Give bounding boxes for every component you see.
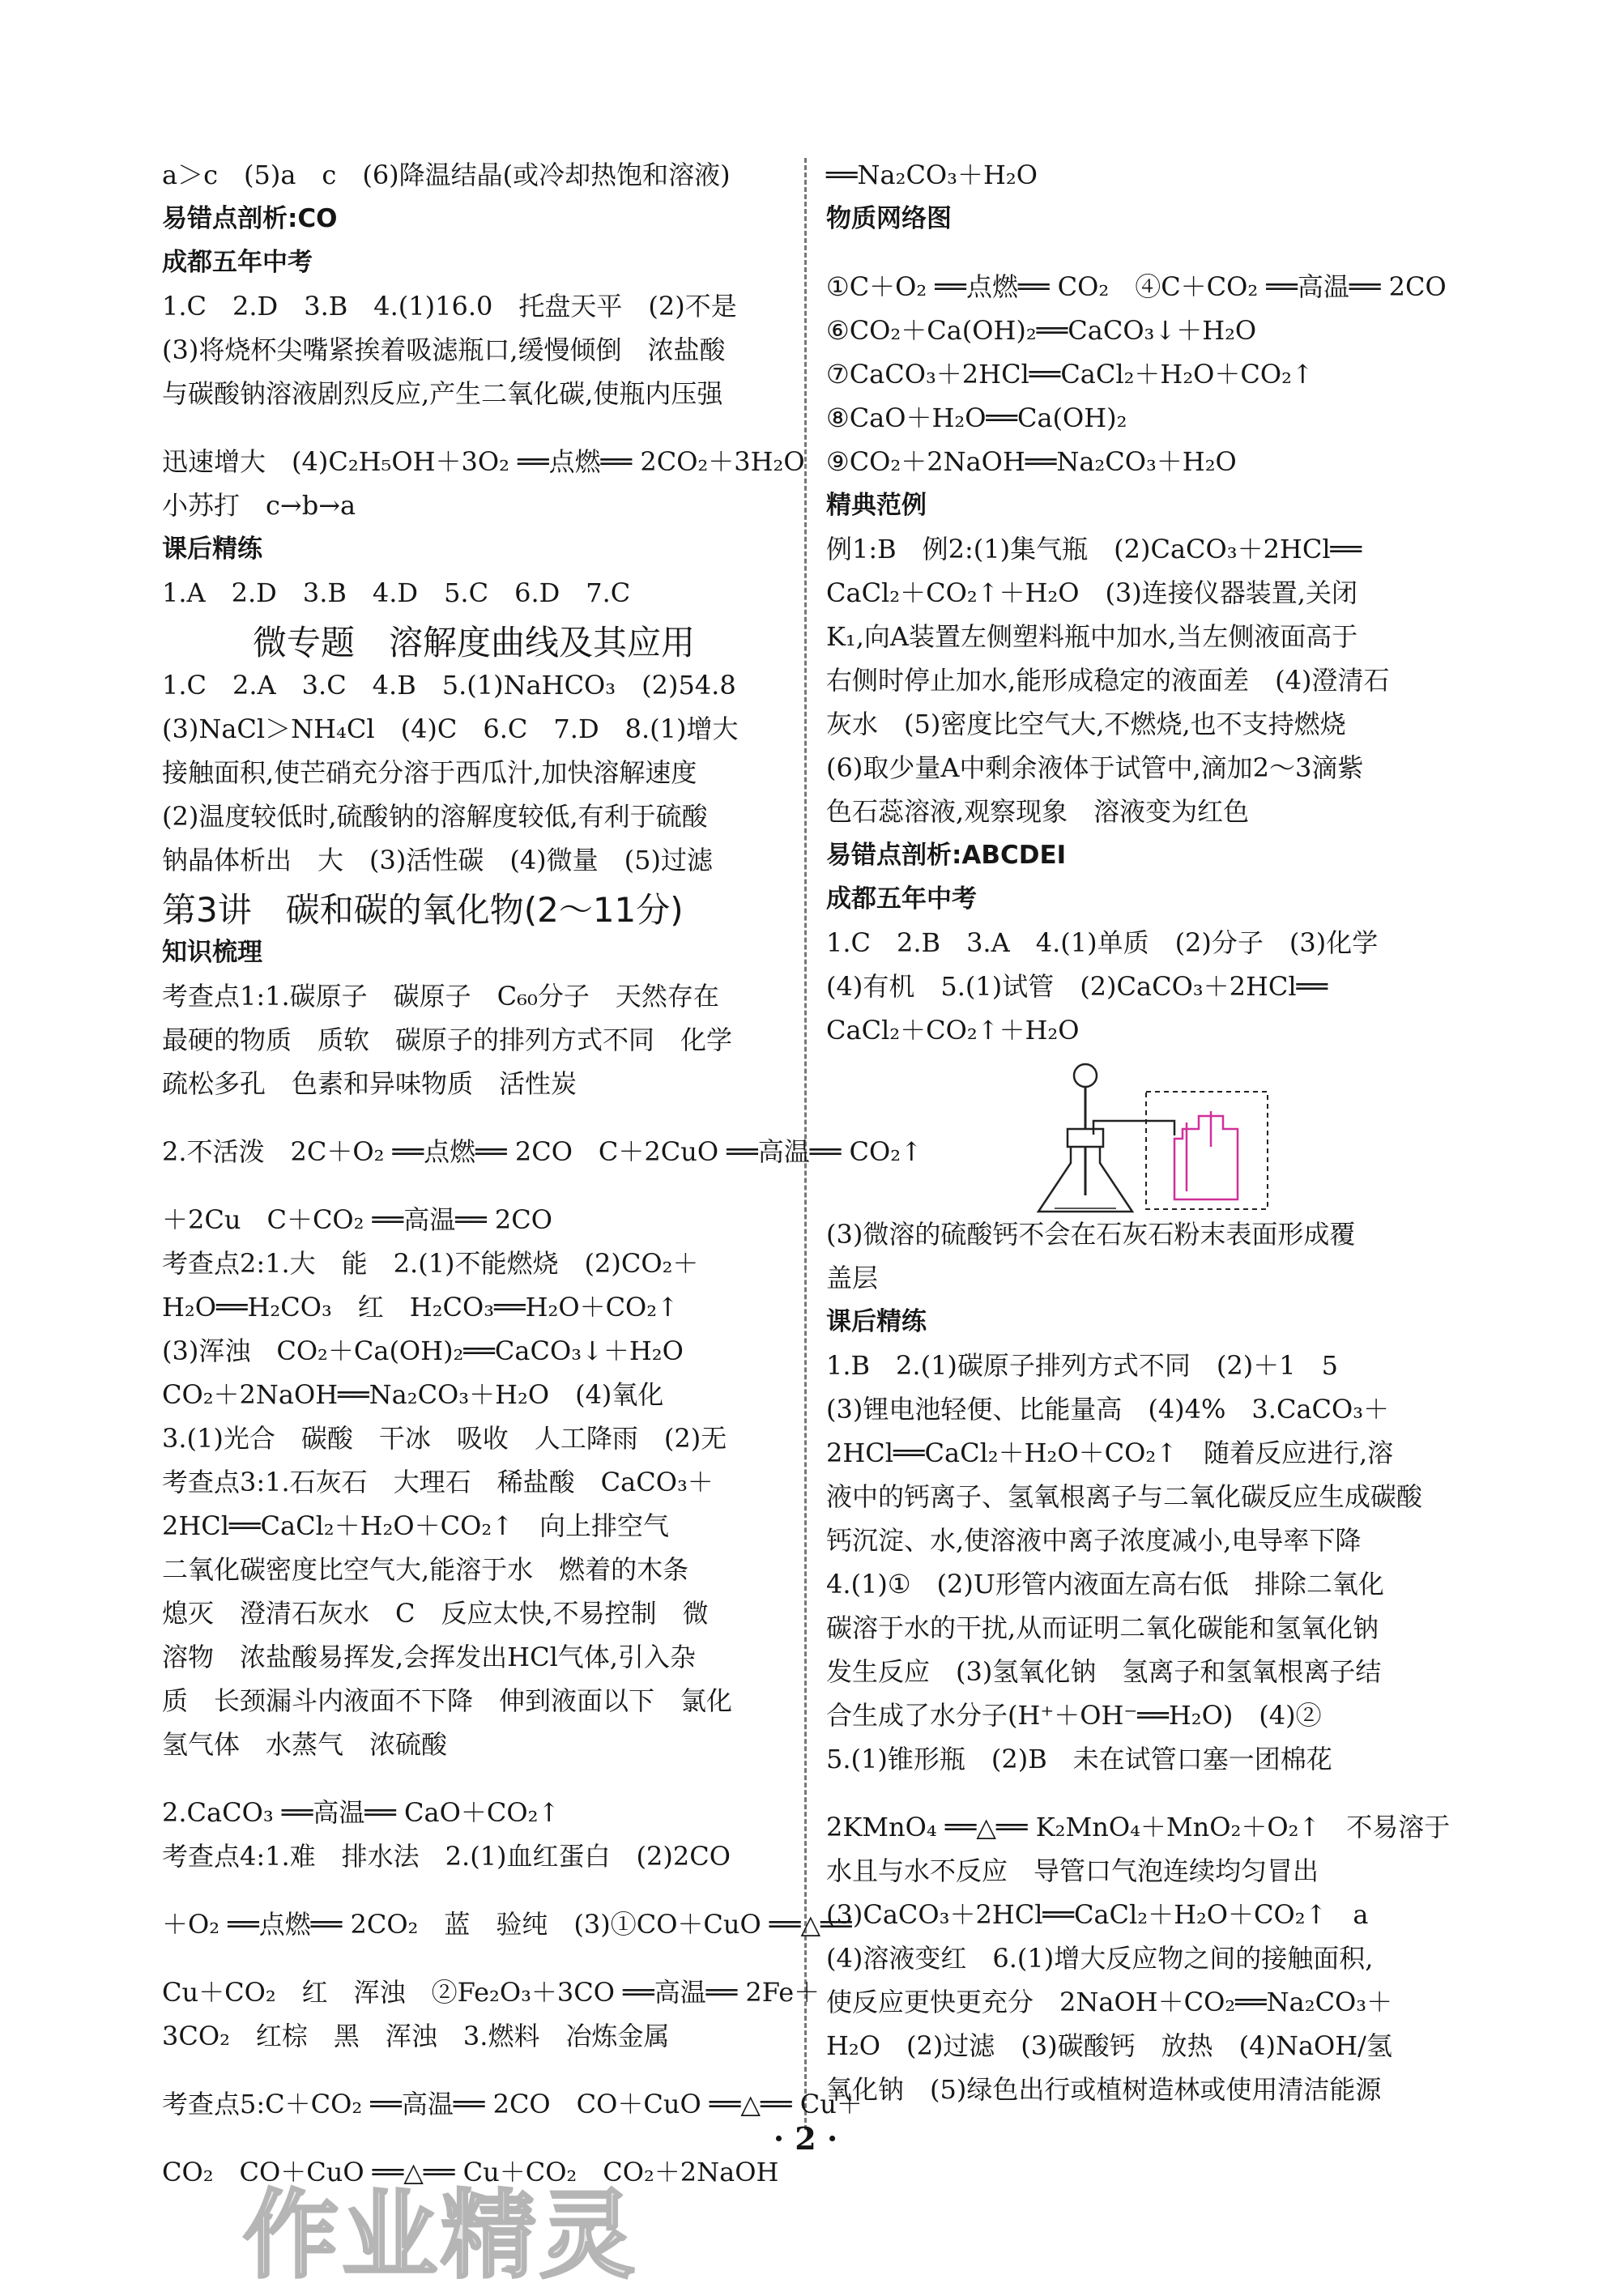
left-column-line: 1.C 2.D 3.B 4.(1)16.0 托盘天平 (2)不是: [162, 291, 737, 322]
apparatus-figure: [826, 1058, 1458, 1218]
left-column-line: 考查点4:1.难 排水法 2.(1)血红蛋白 (2)2CO: [162, 1841, 731, 1872]
right-column: [826, 159, 1458, 2117]
right-column-bottom-line: 课后精练: [826, 1307, 927, 1336]
left-column-line: 2.不活泼 2C＋O₂ ══点燃══ 2CO C＋2CuO ══高温══ CO₂↑: [162, 1136, 923, 1167]
right-column-top-line: ⑥CO₂＋Ca(OH)₂══CaCO₃↓＋H₂O: [826, 315, 1257, 346]
right-column-top-line: 成都五年中考: [826, 884, 977, 914]
apparatus-diagram: [826, 1058, 1458, 1218]
right-column-top-line: K₁,向A装置左侧塑料瓶中加水,当左侧液面高于: [826, 621, 1358, 652]
left-column-line: 接触面积,使芒硝充分溶于西瓜汁,加快溶解速度: [162, 757, 697, 788]
right-column-top-line: 例1:B 例2:(1)集气瓶 (2)CaCO₃＋2HCl══: [826, 534, 1362, 564]
left-column-line: (3)NaCl＞NH₄Cl (4)C 6.C 7.D 8.(1)增大: [162, 714, 739, 744]
right-column-top-line: 色石蕊溶液,观察现象 溶液变为红色: [826, 796, 1250, 827]
right-column-top-line: ①C＋O₂ ══点燃══ CO₂ ④C＋CO₂ ══高温══ 2CO: [826, 271, 1447, 302]
right-column-bottom: [826, 1218, 1458, 2117]
left-column-line: 熄灭 澄清石灰水 C 反应太快,不易控制 微: [162, 1598, 709, 1629]
right-column-bottom-line: 2HCl══CaCl₂＋H₂O＋CO₂↑ 随着反应进行,溶: [826, 1438, 1394, 1468]
right-column-bottom-line: 盖层: [826, 1263, 879, 1293]
right-column-top-line: 1.C 2.B 3.A 4.(1)单质 (2)分子 (3)化学: [826, 927, 1379, 958]
right-column-top-line: 精典范例: [826, 491, 927, 520]
right-column-bottom-line: (3)CaCO₃＋2HCl══CaCl₂＋H₂O＋CO₂↑ a: [826, 1899, 1369, 1930]
right-column-bottom-line: 碳溶于水的干扰,从而证明二氧化碳能和氢氧化钠: [826, 1612, 1379, 1643]
right-column-top-line: (6)取少量A中剩余液体于试管中,滴加2～3滴紫: [826, 752, 1364, 783]
right-column-bottom-line: 合生成了水分子(H⁺＋OH⁻══H₂O) (4)②: [826, 1700, 1322, 1731]
right-column-bottom-line: 发生反应 (3)氢氧化钠 氢离子和氢氧根离子结: [826, 1656, 1382, 1687]
left-column-line: a＞c (5)a c (6)降温结晶(或冷却热饱和溶液): [162, 160, 731, 190]
right-column-top-line: CaCl₂＋CO₂↑＋H₂O (3)连接仪器装置,关闭: [826, 577, 1357, 608]
left-column-line: 成都五年中考: [162, 248, 313, 277]
right-column-bottom-line: 钙沉淀、水,使溶液中离子浓度减小,电导率下降: [826, 1525, 1362, 1556]
right-column-bottom-line: 4.(1)① (2)U形管内液面左高右低 排除二氧化: [826, 1569, 1384, 1600]
left-column-line: 课后精练: [162, 535, 262, 564]
right-column-top-line: ⑨CO₂＋2NaOH══Na₂CO₃＋H₂O: [826, 446, 1237, 477]
left-column-line: 2HCl══CaCl₂＋H₂O＋CO₂↑ 向上排空气: [162, 1510, 669, 1541]
left-column-line: CO₂＋2NaOH══Na₂CO₃＋H₂O (4)氧化: [162, 1379, 664, 1410]
left-column-line: 3.(1)光合 碳酸 干冰 吸收 人工降雨 (2)无: [162, 1423, 727, 1454]
right-column-bottom-line: (3)微溶的硫酸钙不会在石灰石粉末表面形成覆: [826, 1219, 1356, 1250]
watermark: 作业精灵: [243, 2179, 639, 2291]
right-column-bottom-line: 使反应更快更充分 2NaOH＋CO₂══Na₂CO₃＋: [826, 1987, 1393, 2017]
left-column-line: 溶物 浓盐酸易挥发,会挥发出HCl气体,引入杂: [162, 1642, 696, 1672]
right-column-bottom-line: 氧化钠 (5)绿色出行或植树造林或使用清洁能源: [826, 2074, 1382, 2105]
right-column-top-line: ⑧CaO＋H₂O══Ca(OH)₂: [826, 403, 1127, 433]
right-column-bottom-line: 1.B 2.(1)碳原子排列方式不同 (2)＋1 5: [826, 1350, 1338, 1381]
right-column-top: [826, 159, 1458, 1058]
right-column-top-line: 灰水 (5)密度比空气大,不燃烧,也不支持燃烧: [826, 709, 1346, 739]
left-column-line: 易错点剖析:CO: [162, 204, 338, 233]
dashed-box-shape: [1146, 1092, 1268, 1209]
delivery-tube-shape: [1093, 1121, 1174, 1135]
left-column-line: 2.CaCO₃ ══高温══ CaO＋CO₂↑: [162, 1797, 560, 1828]
left-column-line: (3)浑浊 CO₂＋Ca(OH)₂══CaCO₃↓＋H₂O: [162, 1335, 684, 1366]
left-column-line: CO₂ CO＋CuO ══△══ Cu＋CO₂ CO₂＋2NaOH: [162, 2157, 779, 2187]
left-column-line: 最硬的物质 质软 碳原子的排列方式不同 化学: [162, 1024, 733, 1055]
left-column-line: 与碳酸钠溶液剧烈反应,产生二氧化碳,使瓶内压强: [162, 378, 723, 409]
left-column-line: ＋2Cu C＋CO₂ ══高温══ 2CO: [162, 1204, 552, 1235]
right-column-bottom-line: (4)溶液变红 6.(1)增大反应物之间的接触面积,: [826, 1943, 1374, 1974]
left-column-line: Cu＋CO₂ 红 浑浊 ②Fe₂O₃＋3CO ══高温══ 2Fe＋: [162, 1977, 820, 2008]
right-column-bottom-line: 2KMnO₄ ══△══ K₂MnO₄＋MnO₂＋O₂↑ 不易溶于: [826, 1812, 1451, 1842]
left-column-line: 钠晶体析出 大 (3)活性碳 (4)微量 (5)过滤: [162, 845, 713, 875]
right-column-bottom-line: 液中的钙离子、氢氧根离子与二氧化碳反应生成碳酸: [826, 1481, 1423, 1512]
right-column-bottom-line: 5.(1)锥形瓶 (2)B 未在试管口塞一团棉花: [826, 1744, 1332, 1774]
funnel-bulb-shape: [1074, 1064, 1097, 1087]
left-column-line: 第3讲 碳和碳的氧化物(2～11分): [162, 890, 684, 930]
left-column-line: (3)将烧杯尖嘴紧挨着吸滤瓶口,缓慢倾倒 浓盐酸: [162, 334, 726, 365]
right-column-top-line: (4)有机 5.(1)试管 (2)CaCO₃＋2HCl══: [826, 971, 1328, 1002]
left-column-line: 质 长颈漏斗内液面不下降 伸到液面以下 氯化: [162, 1685, 733, 1716]
right-column-top-line: 右侧时停止加水,能形成稳定的液面差 (4)澄清石: [826, 665, 1390, 696]
left-column-line: 知识梳理: [162, 938, 262, 967]
page-number: · 2 ·: [773, 2120, 838, 2157]
collecting-bottle-shape: [1174, 1116, 1238, 1199]
right-column-bottom-line: 水且与水不反应 导管口气泡连续均匀冒出: [826, 1855, 1319, 1886]
stopper-shape: [1068, 1129, 1103, 1147]
left-column-line: 小苏打 c→b→a: [162, 490, 356, 521]
left-column-line: 考查点5:C＋CO₂ ══高温══ 2CO CO＋CuO ══△══ Cu＋: [162, 2089, 863, 2119]
right-column-top-line: ⑦CaCO₃＋2HCl══CaCl₂＋H₂O＋CO₂↑: [826, 359, 1314, 390]
left-column-line: ＋O₂ ══点燃══ 2CO₂ 蓝 验纯 (3)①CO＋CuO ══△══: [162, 1909, 852, 1940]
left-column-line: 1.A 2.D 3.B 4.D 5.C 6.D 7.C: [162, 577, 631, 608]
right-column-top-line: 易错点剖析:ABCDEI: [826, 841, 1067, 870]
left-column-line: 1.C 2.A 3.C 4.B 5.(1)NaHCO₃ (2)54.8: [162, 670, 736, 701]
left-column-line: 3CO₂ 红棕 黑 浑浊 3.燃料 冶炼金属: [162, 2021, 670, 2051]
left-column-line: 考查点2:1.大 能 2.(1)不能燃烧 (2)CO₂＋: [162, 1248, 699, 1279]
left-column-line: (2)温度较低时,硫酸钠的溶解度较低,有利于硫酸: [162, 801, 708, 832]
right-column-bottom-line: H₂O (2)过滤 (3)碳酸钙 放热 (4)NaOH/氢: [826, 2030, 1392, 2061]
right-column-top-line: 物质网络图: [826, 204, 952, 233]
left-column-line: 考查点3:1.石灰石 大理石 稀盐酸 CaCO₃＋: [162, 1467, 714, 1497]
right-column-top-line: CaCl₂＋CO₂↑＋H₂O: [826, 1015, 1080, 1046]
left-column-line: H₂O══H₂CO₃ 红 H₂CO₃══H₂O＋CO₂↑: [162, 1292, 679, 1323]
left-column-line: 微专题 溶解度曲线及其应用: [252, 623, 695, 662]
left-column-line: 疏松多孔 色素和异味物质 活性炭: [162, 1068, 577, 1099]
right-column-bottom-line: (3)锂电池轻便、比能量高 (4)4% 3.CaCO₃＋: [826, 1394, 1390, 1425]
left-column-line: 氢气体 水蒸气 浓硫酸: [162, 1729, 448, 1760]
right-column-top-line: ══Na₂CO₃＋H₂O: [826, 160, 1038, 190]
left-column-line: 考查点1:1.碳原子 碳原子 C₆₀分子 天然存在: [162, 981, 719, 1012]
left-column-line: 二氧化碳密度比空气大,能溶于水 燃着的木条: [162, 1554, 689, 1585]
left-column-line: 迅速增大 (4)C₂H₅OH＋3O₂ ══点燃══ 2CO₂＋3H₂O: [162, 446, 805, 477]
